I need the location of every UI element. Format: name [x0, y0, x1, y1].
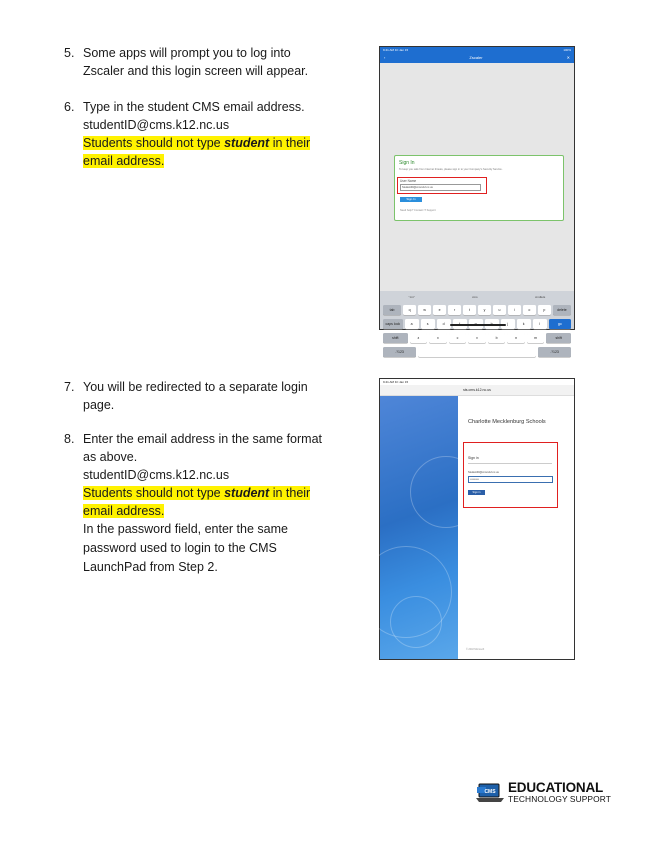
step-text: Type in the student CMS email address. [83, 100, 305, 114]
key[interactable]: q [403, 305, 416, 315]
keyboard-suggestions [380, 291, 574, 303]
key[interactable]: j [501, 319, 515, 329]
key-row-1 [380, 303, 574, 317]
status-bar: 9:41 AM Fri Jan 15 100% [380, 47, 574, 53]
page-background [380, 63, 574, 291]
status-bar: 9:41 AM Fri Jan 15 [383, 380, 409, 384]
key[interactable]: s [421, 319, 435, 329]
password-input[interactable]: •••••••••• [468, 476, 553, 483]
suggestion[interactable]: cmdlets [534, 295, 546, 299]
key-row-3 [380, 331, 574, 345]
key[interactable]: y [478, 305, 491, 315]
ets-logo [475, 780, 615, 806]
step-number: 7. [64, 380, 75, 394]
key[interactable]: v [468, 333, 486, 343]
highlight-box [463, 442, 558, 508]
step-text: You will be redirected to a separate login page. [83, 380, 308, 412]
footer-text: © 2018 Microsoft [466, 648, 485, 651]
key[interactable]: c [449, 333, 467, 343]
step-number: 6. [64, 100, 75, 114]
step-text: Some apps will prompt you to log into Zscaler and this login screen will appear. [83, 46, 309, 78]
help-link[interactable]: Need help? Contact IT Support [400, 209, 436, 212]
app-bar [380, 53, 574, 63]
key[interactable]: m [527, 333, 545, 343]
sign-in-card [394, 155, 564, 221]
key[interactable]: d [437, 319, 451, 329]
key[interactable]: u [493, 305, 506, 315]
key-tab[interactable]: tab [383, 305, 401, 315]
close-icon: ✕ [566, 55, 570, 60]
key[interactable]: p [538, 305, 551, 315]
key-shift[interactable]: shift [546, 333, 571, 343]
key[interactable]: w [418, 305, 431, 315]
app-title: Zscaler [469, 55, 483, 60]
step-5 [64, 44, 334, 94]
svg-text:CMS: CMS [484, 789, 496, 795]
key[interactable]: e [433, 305, 446, 315]
key-space[interactable] [418, 347, 536, 357]
suggestion[interactable]: "cm" [408, 295, 415, 299]
key-shift[interactable]: shift [383, 333, 408, 343]
email-format: studentID@cms.k12.nc.us [83, 118, 230, 132]
divider [468, 463, 552, 464]
zscaler-screenshot [379, 46, 575, 354]
key[interactable]: a [405, 319, 419, 329]
key[interactable]: r [448, 305, 461, 315]
password-instructions: In the password field, enter the same password used to login to the CMS LaunchPad from Step 2. [83, 522, 288, 574]
step-number: 8. [64, 432, 75, 446]
on-screen-keyboard [380, 291, 574, 354]
key[interactable]: l [533, 319, 547, 329]
logo-line-1: EDUCATIONAL [508, 780, 604, 795]
email-format: studentID@cms.k12.nc.us [83, 468, 230, 482]
warning-note: Students should not type student in their email address. [83, 136, 311, 168]
key[interactable]: k [517, 319, 531, 329]
key-numbers[interactable]: .?123 [383, 347, 416, 357]
key-delete[interactable]: delete [553, 305, 571, 315]
step-6 [64, 98, 334, 170]
logo-line-2: TECHNOLOGY SUPPORT [508, 794, 611, 804]
sign-in-heading: Sign in [468, 456, 479, 460]
suggestion[interactable]: cms [472, 295, 478, 299]
step-number: 5. [64, 46, 75, 60]
warning-note: Students should not type student in their email address. [83, 486, 311, 518]
sign-in-button[interactable]: Sign in [468, 490, 485, 495]
key[interactable]: z [410, 333, 428, 343]
email-value[interactable]: StudentID@cms.k12.nc.us [468, 471, 499, 474]
card-subtitle: To keep you safe from Internet threats, please sign in to your Company's Security Service. [399, 168, 503, 171]
key-numbers[interactable]: .?123 [538, 347, 571, 357]
key[interactable]: n [507, 333, 525, 343]
user-name-label: User Name [400, 179, 417, 183]
step-7 [64, 378, 334, 414]
illustration-panel [380, 396, 458, 659]
key[interactable]: b [488, 333, 506, 343]
user-name-input[interactable]: StudentID@cms.k12.nc.us [400, 184, 481, 191]
card-title: Sign In [399, 160, 415, 166]
back-icon: ‹ [384, 55, 386, 60]
key[interactable]: x [429, 333, 447, 343]
sign-in-button[interactable]: Sign In [400, 197, 422, 202]
org-title: Charlotte Mecklenburg Schools [468, 419, 546, 425]
key[interactable]: o [523, 305, 536, 315]
address-bar[interactable]: sts.cms.k12.nc.us [380, 385, 574, 396]
key-caps-lock[interactable]: caps lock [383, 319, 403, 329]
step-text: Enter the email address in the same format as above. [83, 432, 323, 464]
home-indicator [450, 324, 506, 326]
key[interactable]: t [463, 305, 476, 315]
adfs-screenshot [379, 378, 575, 660]
laptop-logo-icon [475, 782, 505, 803]
step-8 [64, 430, 334, 577]
key-row-4 [380, 345, 574, 359]
key-go[interactable]: go [549, 319, 571, 329]
key[interactable]: i [508, 305, 521, 315]
